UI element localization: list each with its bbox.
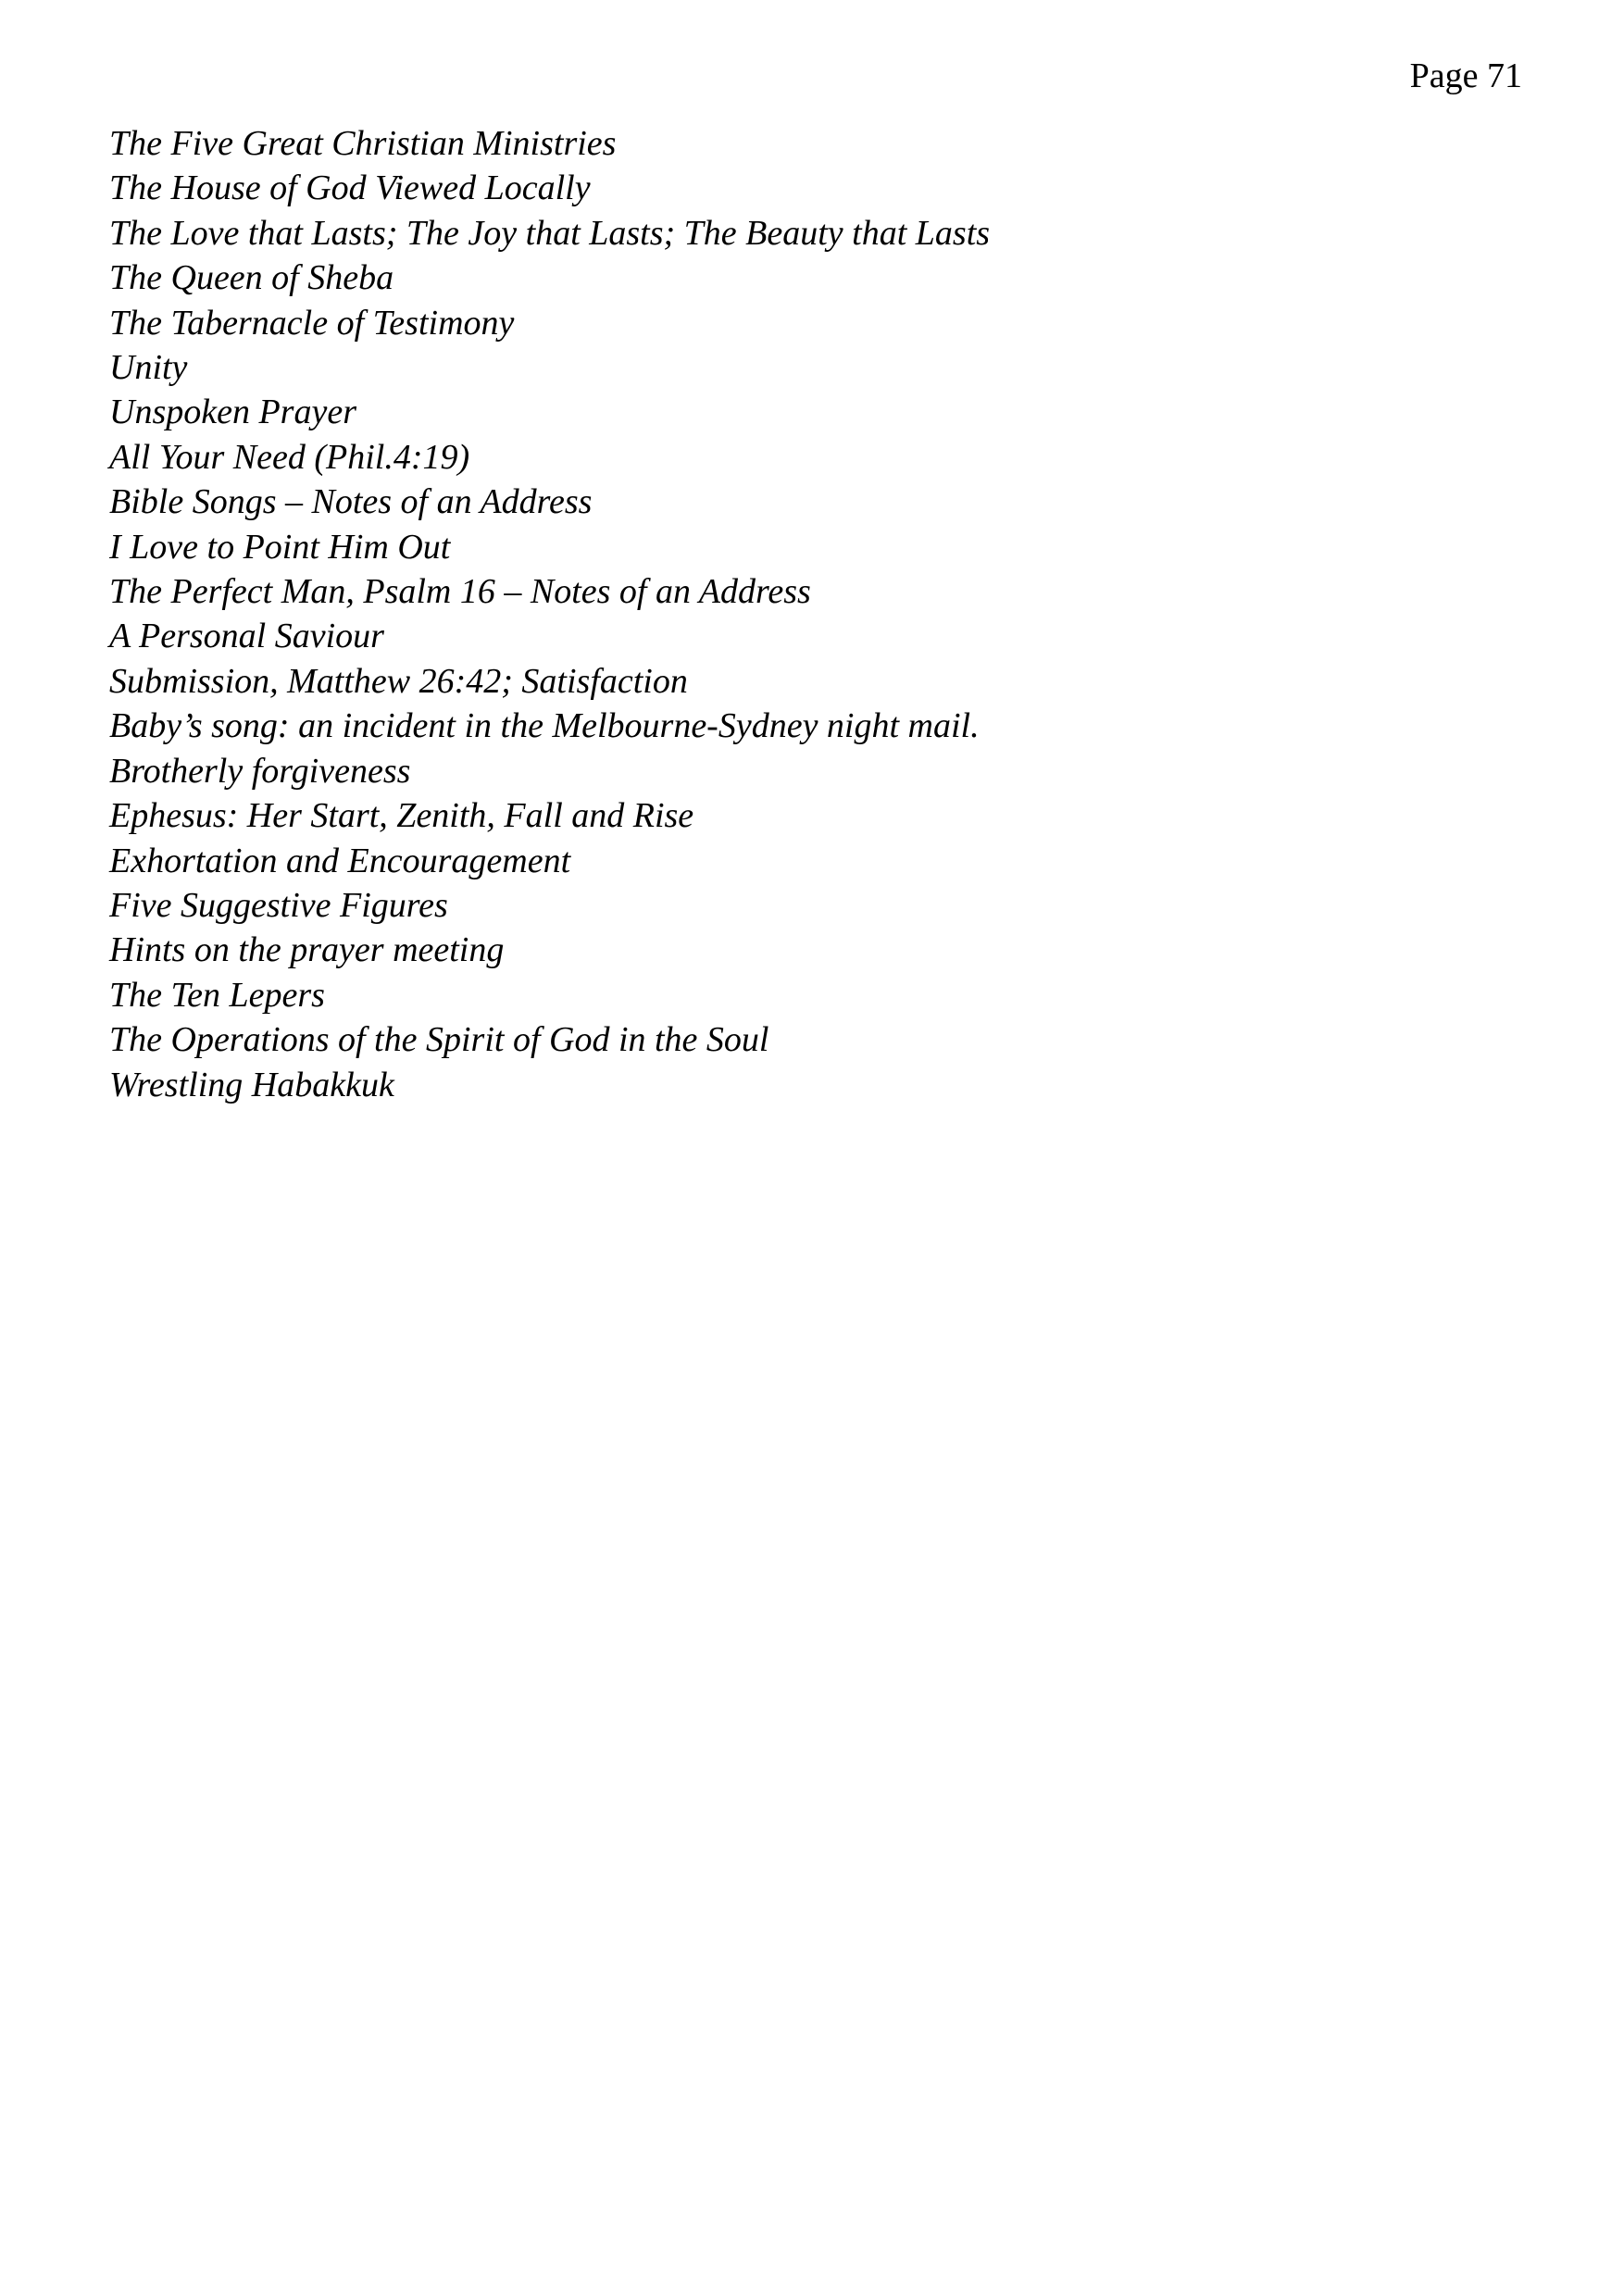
list-item: Hints on the prayer meeting <box>109 930 505 970</box>
list-item: The Perfect Man, Psalm 16 – Notes of an Address <box>109 572 811 612</box>
list-item: I Love to Point Him Out <box>109 527 451 567</box>
title-list <box>109 121 990 1107</box>
list-item: The Love that Lasts; The Joy that Lasts; The Beauty that Lasts <box>109 213 991 253</box>
list-item: Baby’s song: an incident in the Melbourne-Sydney night mail. <box>109 706 980 746</box>
page-number: Page 71 <box>1409 56 1522 95</box>
list-item: All Your Need (Phil.4:19) <box>109 437 470 477</box>
list-item: Wrestling Habakkuk <box>109 1065 394 1104</box>
list-item: The Ten Lepers <box>109 975 325 1015</box>
list-item: Bible Songs – Notes of an Address <box>109 482 593 522</box>
list-item: Ephesus: Her Start, Zenith, Fall and Rise <box>109 796 694 836</box>
list-item: The Five Great Christian Ministries <box>109 124 617 163</box>
list-item: A Personal Saviour <box>109 617 384 656</box>
list-item: Submission, Matthew 26:42; Satisfaction <box>109 661 688 701</box>
list-item: The Tabernacle of Testimony <box>109 303 515 343</box>
list-item: Unity <box>109 348 188 388</box>
list-item: The House of God Viewed Locally <box>109 168 591 208</box>
list-item: Five Suggestive Figures <box>109 885 448 925</box>
list-item: Unspoken Prayer <box>109 393 356 432</box>
list-item: Brotherly forgiveness <box>109 751 411 791</box>
list-item: The Operations of the Spirit of God in the Soul <box>109 1020 769 1060</box>
list-item: Exhortation and Encouragement <box>109 841 571 880</box>
list-item: The Queen of Sheba <box>109 258 394 298</box>
